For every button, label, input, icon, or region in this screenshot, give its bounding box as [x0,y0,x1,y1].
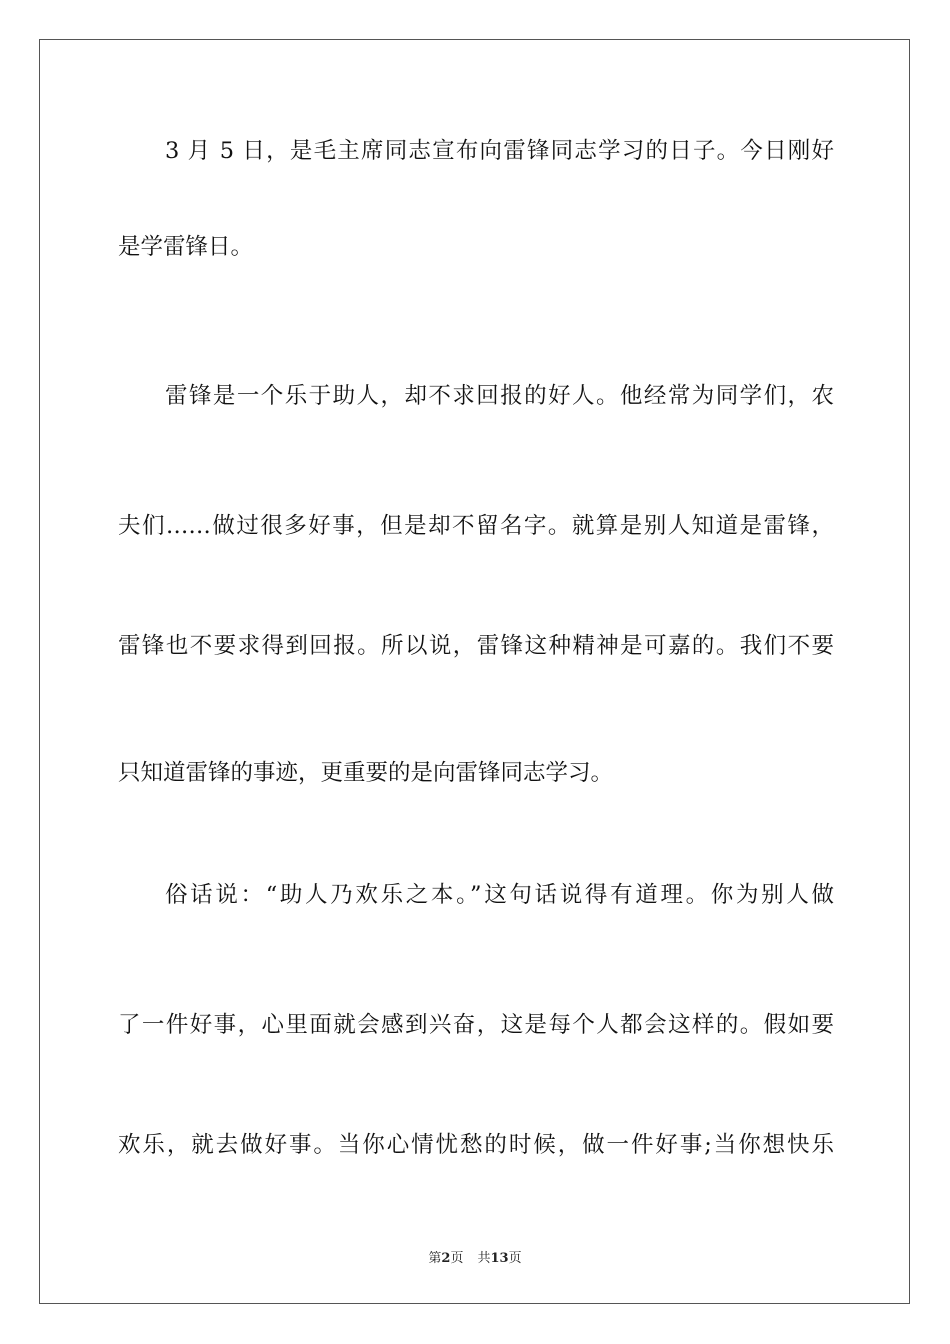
total-unit: 页 [508,1251,522,1266]
total-page-count: 13 [490,1251,509,1266]
paragraph-line: 雷锋是一个乐于助人，却不求回报的好人。他经常为同学们，农 [165,383,834,409]
paragraph-line: 俗话说：“助人乃欢乐之本。”这句话说得有道理。你为别人做 [165,882,834,908]
paragraph-line: 是学雷锋日。 [118,234,254,260]
paragraph-line: 欢乐，就去做好事。当你心情忧愁的时候，做一件好事;当你想快乐 [118,1132,834,1158]
current-page-number: 2 [441,1251,451,1266]
page-footer [0,1247,950,1266]
paragraph-line: 雷锋也不要求得到回报。所以说，雷锋这种精神是可嘉的。我们不要 [118,633,834,659]
paragraph-line: 3 月 5 日，是毛主席同志宣布向雷锋同志学习的日子。今日刚好 [165,138,834,164]
page-unit: 页 [450,1251,464,1266]
paragraph-line: 只知道雷锋的事迹，更重要的是向雷锋同志学习。 [118,760,614,786]
paragraph-line: 夫们……做过很多好事，但是却不留名字。就算是别人知道是雷锋， [118,513,834,539]
total-prefix: 共 [477,1251,491,1266]
page-border [39,39,910,1304]
paragraph-line: 了一件好事，心里面就会感到兴奋，这是每个人都会这样的。假如要 [118,1012,834,1038]
page-prefix: 第 [428,1251,442,1266]
